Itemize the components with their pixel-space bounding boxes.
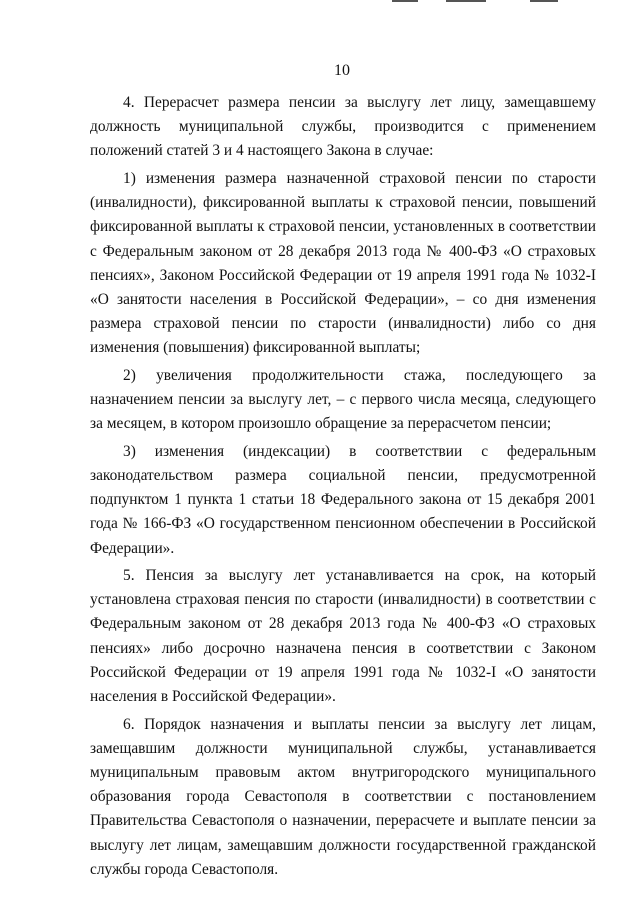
- scan-edge-mark: [446, 0, 486, 2]
- paragraph-item-5: 5. Пенсия за выслугу лет устанавливается на срок, на который установлена страховая пенсия по старости (инвалидности) в соответствии с Федеральным законом от 28 декабря 2013 года № 400-ФЗ «О страховых пенсиях» либо досрочно назначена пенсия в соответствии с Законом Российской Федерации от 19 апреля 1991 года № 1032-I «О занятости населения в Российской Федерации».: [90, 567, 596, 706]
- paragraph-item-4: 4. Перерасчет размера пенсии за выслугу лет лицу, замещавшему должность муниципальной службы, производится с применением положений статей 3 и 4 настоящего Закона в случае:: [90, 94, 596, 160]
- paragraph-item-6: 6. Порядок назначения и выплаты пенсии за выслугу лет лицам, замещавшим должности муниципальной службы, устанавливается муниципальным правовым актом внутригородского муниципального образования города Севастополя в соответствии с постановлением Правительства Севастополя о назначении, перерасчете и выплате пенсии за выслугу лет лицам, замещавшим должности государственной гражданской службы города Севастополя.: [90, 715, 596, 878]
- paragraph-subitem-1: 1) изменения размера назначенной страховой пенсии по старости (инвалидности), фиксированной выплаты к страховой пенсии, повышений фиксированной выплаты к страховой пенсии, установленных в соответствии с Федеральным законом от 28 декабря 2013 года № 400-ФЗ «О страховых пенсиях», Законом Российской Федерации от 19 апреля 1991 года № 1032-I «О занятости населения в Российской Федерации», – со дня изменения размера страховой пенсии по старости (инвалидности) либо со дня изменения (повышения) фиксированной выплаты;: [90, 169, 596, 357]
- scan-edge-mark: [530, 0, 558, 2]
- document-body: [90, 91, 596, 885]
- paragraph-subitem-2: 2) увеличения продолжительности стажа, последующего за назначением пенсии за выслугу лет, – с первого числа месяца, следующего за месяцем, в котором произошло обращение за перерасчетом пенсии;: [90, 366, 596, 433]
- page-number: 10: [334, 62, 350, 79]
- scan-edge-mark: [392, 0, 418, 2]
- paragraph-subitem-3: 3) изменения (индексации) в соответствии с федеральным законодательством размера социальной пенсии, предусмотренной подпунктом 1 пункта 1 статьи 18 Федерального закона от 15 декабря 2001 года № 166-ФЗ «О государственном пенсионном обеспечении в Российской Федерации».: [90, 442, 596, 557]
